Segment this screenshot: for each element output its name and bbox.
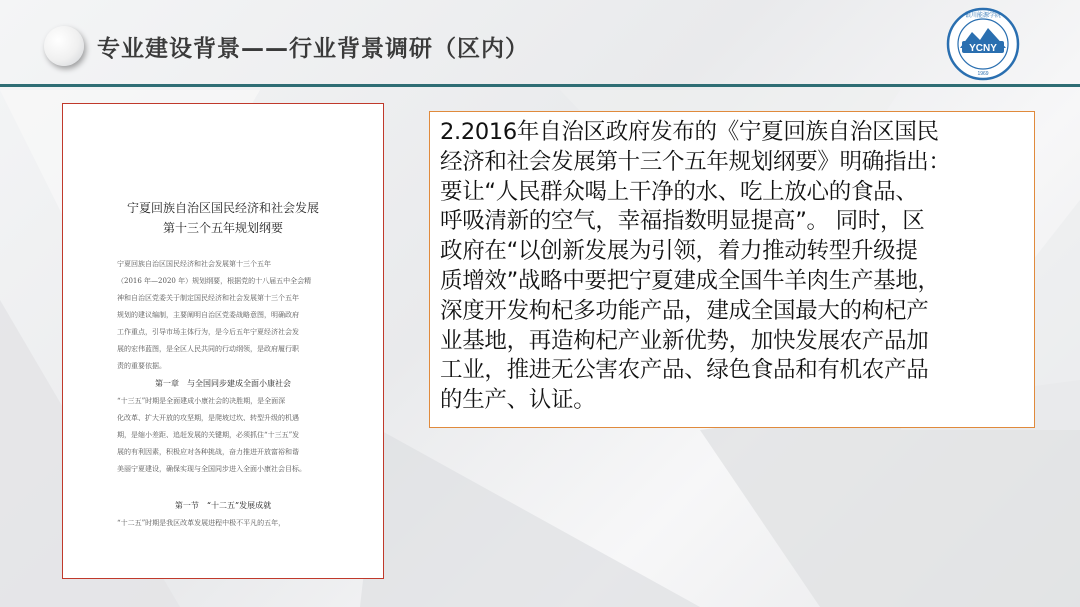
text-box-line: 要让“人民群众喝上干净的水、吃上放心的食品、 [440,178,918,205]
policy-text-box [429,111,1035,428]
text-box-line: 质增效”战略中要把宁夏建成全国牛羊肉生产基地， [440,267,940,294]
text-box-line: 经济和社会发展第十三个五年规划纲要》明确指出： [440,148,951,175]
doc-paragraph-line: 规划的建议编制，主要阐明自治区党委战略意图，明确政府 [117,311,299,319]
doc-paragraph-line: 期，是缩小差距、追赶发展的关键期，必须抓住“十三五”发 [117,431,300,439]
text-box-line: 的生产、认证。 [440,387,596,414]
doc-paragraph-line: 展的宏伟蓝图，是全区人民共同的行动纲领，是政府履行职 [117,345,299,353]
doc-title-line: 宁夏回族自治区国民经济和社会发展 [126,201,319,215]
doc-paragraph-line: 美丽宁夏建设，确保实现与全国同步进入全面小康社会目标。 [117,465,306,473]
doc-paragraph-line: 宁夏回族自治区国民经济和社会发展第十三个五年 [117,260,271,268]
text-box-line: 2.2016年自治区政府发布的《宁夏回族自治区国民 [440,119,939,145]
text-box-line: 深度开发枸杞多功能产品，建成全国最大的枸杞产 [440,297,929,324]
text-box-line: 工业，推进无公害农产品、绿色食品和有机农产品 [440,357,929,384]
text-box-line: 呼吸清新的空气，幸福指数明显提高”。 同时，区 [440,208,925,235]
logo-abbr: YCNY [969,43,997,54]
doc-paragraph-line: 化改革、扩大开放的攻坚期，是爬坡过坎、转型升级的机遇 [117,414,299,422]
doc-paragraph-line: 责的重要依据。 [117,362,166,370]
header-divider [0,84,1080,87]
text-box-line: 业基地，再造枸杞产业新优势，加快发展农产品加 [440,327,929,354]
logo-year: 1969 [977,71,989,77]
doc-paragraph-line: 工作重点，引导市场主体行为，是今后五年宁夏经济社会发 [117,328,299,336]
document-page-image [62,103,384,579]
logo-ring-text: 银川能源学院 [964,12,1002,19]
doc-section-heading: 第一节 “十二五”发展成就 [174,501,272,510]
text-box-line: 政府在“以创新发展为引领，着力推动转型升级提 [440,238,918,265]
doc-chapter-heading: 第一章 与全国同步建成全面小康社会 [155,379,291,388]
header-bullet-circle [44,26,84,66]
doc-paragraph-line: 神和自治区党委关于制定国民经济和社会发展第十三个五年 [117,294,299,302]
doc-paragraph-line: 展的有利因素，积极应对各种挑战，奋力推进开放富裕和谐 [117,448,299,456]
doc-paragraph-line: （2016 年—2020 年）规划纲要，根据党的十八届五中全会精 [117,277,312,285]
doc-paragraph-line: “十三五”时期是全面建成小康社会的决胜期，是全面深 [117,397,286,405]
school-logo [938,6,1028,82]
page-title: 专业建设背景——行业背景调研（区内） [97,36,529,62]
doc-title-line: 第十三个五年规划纲要 [162,221,283,235]
doc-paragraph-line: “十二五”时期是我区改革发展进程中极不平凡的五年， [117,519,286,527]
